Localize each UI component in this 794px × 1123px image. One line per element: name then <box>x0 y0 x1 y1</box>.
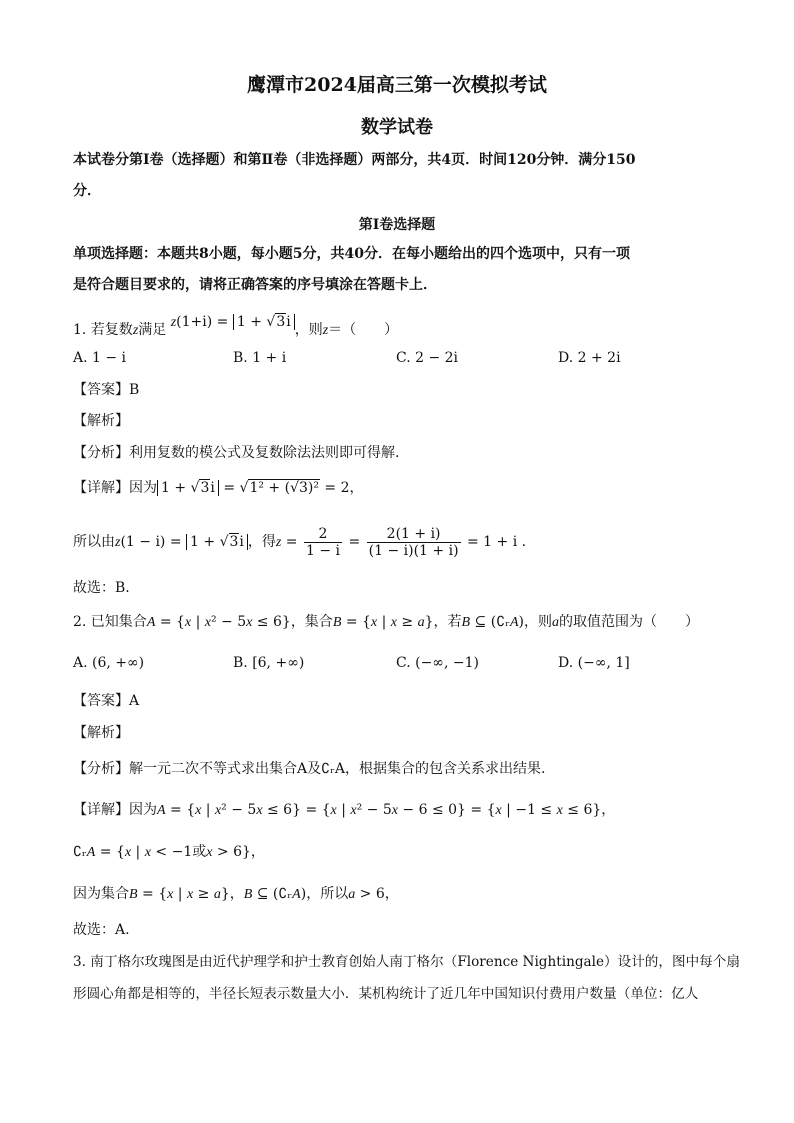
q2-xiangjie-prefix: 【详解】因为 <box>73 802 157 818</box>
section-instruction-1: 单项选择题：本题共8小题，每小题5分，共40分．在每小题给出的四个选项中，只有一项 <box>73 246 630 262</box>
intro-line-1: 本试卷分第Ⅰ卷（选择题）和第Ⅱ卷（非选择题）两部分，共4页．时间120分钟．满分150 <box>73 152 636 168</box>
page-subtitle: 数学试卷 <box>361 117 433 138</box>
q2-jiexi: 【解析】 <box>73 725 129 741</box>
q2-stem-range: 的取值范围为（ ） <box>559 614 700 630</box>
q2-option-a: A. (6, +∞) <box>73 655 145 671</box>
q1-guxuan: 故选：B. <box>73 580 130 596</box>
q1-answer: 【答案】B <box>73 382 140 398</box>
q2-yinwei-prefix: 因为集合 <box>73 886 129 902</box>
q1-jiexi: 【解析】 <box>73 413 129 429</box>
q2-yinwei: 因为集合B = {x | x ≥ a}，B ⊆ (∁ᵣA)，所以a > 6， <box>73 886 399 902</box>
q2-stem-if: ，若 <box>433 614 462 630</box>
q1-option-b: B. 1 + i <box>233 350 287 366</box>
q1-xiangjie-prefix: 【详解】因为 <box>73 480 157 496</box>
q1-option-d: D. 2 + 2i <box>558 350 621 366</box>
intro-line-2: 分． <box>73 183 101 199</box>
q2-fenxi: 【分析】解一元二次不等式求出集合A及∁ᵣA，根据集合的包含关系求出结果. <box>73 761 546 777</box>
section-instruction-2: 是符合题目要求的，请将正确答案的序号填涂在答题卡上． <box>73 277 437 293</box>
q1-xiangjie: 【详解】因为 1 + √3i = √1² + (√3)² = 2， <box>73 480 364 496</box>
question-2-stem: 2. 已知集合A = {x | x² − 5x ≤ 6}，集合B = {x | x ≥ a}，若B ⊆ (∁ᵣA)，则a的取值范围为（ ） <box>73 614 700 630</box>
q1-stem-paren: ＝（ ） <box>328 322 399 338</box>
q1-option-c: C. 2 − 2i <box>396 350 459 366</box>
page-title: 鹰潭市2024届高三第一次模拟考试 <box>247 74 547 96</box>
question-3-line-1: 3. 南丁格尔玫瑰图是由近代护理学和护士教育创始人南丁格尔（Florence Nightingale）设计的，图中每个扇 <box>73 954 740 970</box>
question-3-line-2: 形圆心角都是相等的，半径长短表示数量大小．某机构统计了近几年中国知识付费用户数量（单位：亿人 <box>73 986 699 1002</box>
section-heading: 第Ⅰ卷选择题 <box>358 217 436 233</box>
q1-derivation: 所以由z(1 − i) = 1 + √3i ，得z = $\frac{2}{1 - i}$ = $\frac{2(1 + i)}{(1 - i)(1 + i)}$ = 1 + i . <box>73 525 527 559</box>
q2-answer: 【答案】A <box>73 693 140 709</box>
q2-yinwei-so: ，所以 <box>306 886 349 902</box>
q2-xiangjie: 【详解】因为A = {x | x² − 5x ≤ 6} = {x | x² − 5x − 6 ≤ 0} = {x | −1 ≤ x ≤ 6}， <box>73 802 616 818</box>
q2-option-b: B. [6, +∞) <box>233 655 305 671</box>
q2-option-d: D. (−∞, 1] <box>558 655 630 671</box>
q1-suoyi-prefix: 所以由 <box>73 534 115 550</box>
question-1-stem: 1. 若复数z满足 z(1+i) = 1 + √3i ，则z＝（ ） <box>73 314 399 338</box>
q2-option-c: C. (−∞, −1) <box>396 655 479 671</box>
q1-suoyi-get: ，得 <box>247 534 276 550</box>
q1-option-a: A. 1 − i <box>73 350 127 366</box>
q2-stem-prefix: 2. 已知集合 <box>73 614 147 630</box>
q2-stem-setB: ，集合 <box>290 614 333 630</box>
q2-stem-then: ，则 <box>524 614 553 630</box>
q1-stem-prefix: 1. 若复数 <box>73 322 133 338</box>
q2-guxuan: 故选：A. <box>73 922 130 938</box>
q2-complement: ∁ᵣA = {x | x < −1或x > 6}， <box>73 844 265 860</box>
q1-fenxi: 【分析】利用复数的模公式及复数除法法则即可得解. <box>73 445 400 461</box>
q1-stem-then: ，则 <box>294 322 323 338</box>
q1-stem-satisfy: 满足 <box>138 322 167 338</box>
